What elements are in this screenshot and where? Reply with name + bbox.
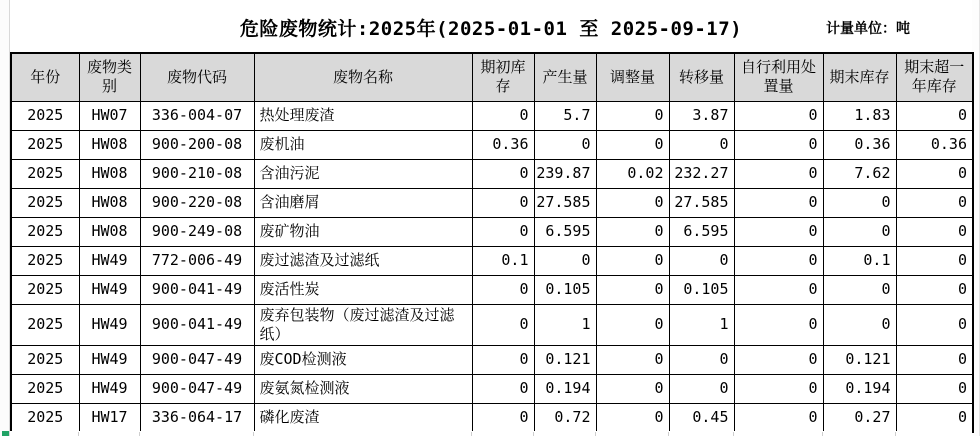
cell-transferred-amount[interactable]: 0.45 <box>669 403 734 432</box>
cell-produced-amount[interactable]: 0 <box>534 130 596 159</box>
cell-year[interactable]: 2025 <box>11 374 79 403</box>
column-header-waste-code: 废物代码 <box>140 53 254 101</box>
cell-waste-name[interactable]: 废活性炭 <box>254 275 472 304</box>
cell-waste-name[interactable]: 废COD检测液 <box>254 345 472 374</box>
gridline-stub <box>895 432 896 436</box>
gridline-stub <box>595 432 596 436</box>
cell-initial-stock[interactable]: 0 <box>472 159 534 188</box>
cell-ending-stock[interactable]: 1.83 <box>823 101 896 130</box>
cell-waste-category[interactable]: HW49 <box>79 374 140 403</box>
cell-over-one-year-stock[interactable]: 0 <box>896 188 973 217</box>
table-row <box>11 159 973 188</box>
cell-waste-code[interactable]: 900-047-49 <box>140 374 254 403</box>
cell-waste-code[interactable]: 900-047-49 <box>140 345 254 374</box>
report-table <box>10 52 974 433</box>
cell-waste-code[interactable]: 900-249-08 <box>140 217 254 246</box>
cell-self-disposal-amount[interactable]: 0 <box>734 101 823 130</box>
cell-year[interactable]: 2025 <box>11 304 79 345</box>
cell-year[interactable]: 2025 <box>11 275 79 304</box>
cell-year[interactable]: 2025 <box>11 159 79 188</box>
cell-adjusted-amount[interactable]: 0 <box>596 403 669 432</box>
cell-adjusted-amount[interactable]: 0 <box>596 188 669 217</box>
cell-year[interactable]: 2025 <box>11 246 79 275</box>
cell-over-one-year-stock[interactable]: 0 <box>896 275 973 304</box>
table-row <box>11 217 973 246</box>
cell-waste-category[interactable]: HW49 <box>79 345 140 374</box>
cell-ending-stock[interactable]: 0.121 <box>823 345 896 374</box>
table-row <box>11 246 973 275</box>
cell-year[interactable]: 2025 <box>11 217 79 246</box>
cell-initial-stock[interactable]: 0.36 <box>472 130 534 159</box>
cell-initial-stock[interactable]: 0 <box>472 217 534 246</box>
cell-adjusted-amount[interactable]: 0 <box>596 101 669 130</box>
title-bar <box>10 0 972 52</box>
cell-initial-stock[interactable]: 0.1 <box>472 246 534 275</box>
cell-waste-category[interactable]: HW49 <box>79 275 140 304</box>
cell-self-disposal-amount[interactable]: 0 <box>734 246 823 275</box>
cell-waste-category[interactable]: HW08 <box>79 130 140 159</box>
cell-ending-stock[interactable]: 0 <box>823 217 896 246</box>
cell-over-one-year-stock[interactable]: 0 <box>896 345 973 374</box>
cell-waste-category[interactable]: HW49 <box>79 304 140 345</box>
cell-transferred-amount[interactable]: 6.595 <box>669 217 734 246</box>
cell-transferred-amount[interactable]: 27.585 <box>669 188 734 217</box>
cell-initial-stock[interactable]: 0 <box>472 188 534 217</box>
column-header-self-disposal-amount: 自行利用处置量 <box>734 53 823 101</box>
cell-adjusted-amount[interactable]: 0 <box>596 246 669 275</box>
gridline-stub <box>822 432 823 436</box>
cell-ending-stock[interactable]: 7.62 <box>823 159 896 188</box>
cell-produced-amount[interactable]: 6.595 <box>534 217 596 246</box>
cell-waste-code[interactable]: 772-006-49 <box>140 246 254 275</box>
cell-ending-stock[interactable]: 0 <box>823 188 896 217</box>
cell-year[interactable]: 2025 <box>11 188 79 217</box>
cell-waste-category[interactable]: HW08 <box>79 188 140 217</box>
cell-produced-amount[interactable]: 239.87 <box>534 159 596 188</box>
cell-self-disposal-amount[interactable]: 0 <box>734 188 823 217</box>
cell-waste-code[interactable]: 900-041-49 <box>140 275 254 304</box>
cell-initial-stock[interactable]: 0 <box>472 345 534 374</box>
cell-transferred-amount[interactable]: 0 <box>669 374 734 403</box>
cell-initial-stock[interactable]: 0 <box>472 304 534 345</box>
column-header-adjusted-amount: 调整量 <box>596 53 669 101</box>
cell-waste-name[interactable]: 废机油 <box>254 130 472 159</box>
column-header-transferred-amount: 转移量 <box>669 53 734 101</box>
cell-self-disposal-amount[interactable]: 0 <box>734 275 823 304</box>
cell-adjusted-amount[interactable]: 0 <box>596 304 669 345</box>
cell-waste-code[interactable]: 900-220-08 <box>140 188 254 217</box>
cell-transferred-amount[interactable]: 232.27 <box>669 159 734 188</box>
column-header-initial-stock: 期初库存 <box>472 53 534 101</box>
cell-year[interactable]: 2025 <box>11 403 79 432</box>
cell-waste-code[interactable]: 336-064-17 <box>140 403 254 432</box>
table-row <box>11 275 973 304</box>
cell-produced-amount[interactable]: 0.72 <box>534 403 596 432</box>
cell-waste-name[interactable]: 含油污泥 <box>254 159 472 188</box>
cell-ending-stock[interactable]: 0.36 <box>823 130 896 159</box>
cell-adjusted-amount[interactable]: 0 <box>596 374 669 403</box>
cell-self-disposal-amount[interactable]: 0 <box>734 403 823 432</box>
cell-self-disposal-amount[interactable]: 0 <box>734 374 823 403</box>
cell-transferred-amount[interactable]: 0 <box>669 246 734 275</box>
cell-adjusted-amount[interactable]: 0 <box>596 345 669 374</box>
cell-year[interactable]: 2025 <box>11 130 79 159</box>
column-header-over-one-year-stock: 期末超一年库存 <box>896 53 973 101</box>
cell-ending-stock[interactable]: 0.1 <box>823 246 896 275</box>
cell-self-disposal-amount[interactable]: 0 <box>734 217 823 246</box>
cell-waste-name[interactable]: 含油磨屑 <box>254 188 472 217</box>
cell-initial-stock[interactable]: 0 <box>472 101 534 130</box>
cell-ending-stock[interactable]: 0 <box>823 275 896 304</box>
cell-adjusted-amount[interactable]: 0.02 <box>596 159 669 188</box>
cell-transferred-amount[interactable]: 0 <box>669 345 734 374</box>
gridline-stub <box>668 432 669 436</box>
cell-transferred-amount[interactable]: 3.87 <box>669 101 734 130</box>
cell-ending-stock[interactable]: 0.27 <box>823 403 896 432</box>
cell-over-one-year-stock[interactable]: 0 <box>896 159 973 188</box>
cell-waste-code[interactable]: 900-210-08 <box>140 159 254 188</box>
table-row <box>11 304 973 345</box>
header-row <box>11 53 973 101</box>
cell-waste-category[interactable]: HW08 <box>79 159 140 188</box>
cell-waste-name[interactable]: 废氨氮检测液 <box>254 374 472 403</box>
cell-over-one-year-stock[interactable]: 0.36 <box>896 130 973 159</box>
cell-produced-amount[interactable]: 5.7 <box>534 101 596 130</box>
table-row <box>11 345 973 374</box>
cell-self-disposal-amount[interactable]: 0 <box>734 130 823 159</box>
cell-over-one-year-stock[interactable]: 0 <box>896 304 973 345</box>
cell-transferred-amount[interactable]: 1 <box>669 304 734 345</box>
column-header-produced-amount: 产生量 <box>534 53 596 101</box>
cell-over-one-year-stock[interactable]: 0 <box>896 403 973 432</box>
cell-waste-name[interactable]: 废弃包装物（废过滤渣及过滤纸） <box>254 304 472 345</box>
cell-waste-category[interactable]: HW17 <box>79 403 140 432</box>
cell-waste-category[interactable]: HW49 <box>79 246 140 275</box>
table-row <box>11 101 973 130</box>
cell-produced-amount[interactable]: 0.105 <box>534 275 596 304</box>
table-body <box>11 101 973 432</box>
cell-adjusted-amount[interactable]: 0 <box>596 275 669 304</box>
cell-adjusted-amount[interactable]: 0 <box>596 217 669 246</box>
cell-self-disposal-amount[interactable]: 0 <box>734 345 823 374</box>
column-header-waste-category: 废物类别 <box>79 53 140 101</box>
cell-transferred-amount[interactable]: 0 <box>669 130 734 159</box>
cell-waste-category[interactable]: HW07 <box>79 101 140 130</box>
cell-produced-amount[interactable]: 0.121 <box>534 345 596 374</box>
cell-produced-amount[interactable]: 27.585 <box>534 188 596 217</box>
cell-selection-marker <box>2 431 9 436</box>
cell-over-one-year-stock[interactable]: 0 <box>896 374 973 403</box>
cell-initial-stock[interactable]: 0 <box>472 275 534 304</box>
table-row <box>11 130 973 159</box>
cell-waste-category[interactable]: HW08 <box>79 217 140 246</box>
cell-waste-name[interactable]: 磷化废渣 <box>254 403 472 432</box>
gridline-stub <box>471 432 472 436</box>
table-row <box>11 188 973 217</box>
bottom-partial-row <box>10 431 972 436</box>
cell-over-one-year-stock[interactable]: 0 <box>896 101 973 130</box>
gridline-stub <box>253 432 254 436</box>
cell-waste-code[interactable]: 900-200-08 <box>140 130 254 159</box>
gridline-stub <box>139 432 140 436</box>
cell-initial-stock[interactable]: 0 <box>472 374 534 403</box>
table-row <box>11 403 973 432</box>
page-title: 危险废物统计:2025年(2025-01-01 至 2025-09-17) <box>239 18 743 40</box>
cell-produced-amount[interactable]: 1 <box>534 304 596 345</box>
cell-waste-name[interactable]: 废过滤渣及过滤纸 <box>254 246 472 275</box>
cell-transferred-amount[interactable]: 0.105 <box>669 275 734 304</box>
cell-waste-code[interactable]: 900-041-49 <box>140 304 254 345</box>
gridline-stub <box>733 432 734 436</box>
table-header <box>11 53 973 101</box>
column-header-waste-name: 废物名称 <box>254 53 472 101</box>
cell-over-one-year-stock[interactable]: 0 <box>896 246 973 275</box>
cell-over-one-year-stock[interactable]: 0 <box>896 217 973 246</box>
column-header-year: 年份 <box>11 53 79 101</box>
gridline-stub <box>533 432 534 436</box>
cell-produced-amount[interactable]: 0.194 <box>534 374 596 403</box>
column-header-ending-stock: 期末库存 <box>823 53 896 101</box>
cell-year[interactable]: 2025 <box>11 101 79 130</box>
gridline-stub <box>78 432 79 436</box>
cell-waste-name[interactable]: 热处理废渣 <box>254 101 472 130</box>
cell-self-disposal-amount[interactable]: 0 <box>734 159 823 188</box>
unit-label: 计量单位：吨 <box>826 21 910 37</box>
cell-year[interactable]: 2025 <box>11 345 79 374</box>
cell-ending-stock[interactable]: 0.194 <box>823 374 896 403</box>
left-gridline-gutter <box>0 0 10 436</box>
cell-waste-name[interactable]: 废矿物油 <box>254 217 472 246</box>
cell-initial-stock[interactable]: 0 <box>472 403 534 432</box>
cell-adjusted-amount[interactable]: 0 <box>596 130 669 159</box>
cell-self-disposal-amount[interactable]: 0 <box>734 304 823 345</box>
cell-ending-stock[interactable]: 0 <box>823 304 896 345</box>
cell-waste-code[interactable]: 336-004-07 <box>140 101 254 130</box>
cell-produced-amount[interactable]: 0 <box>534 246 596 275</box>
table-row <box>11 374 973 403</box>
